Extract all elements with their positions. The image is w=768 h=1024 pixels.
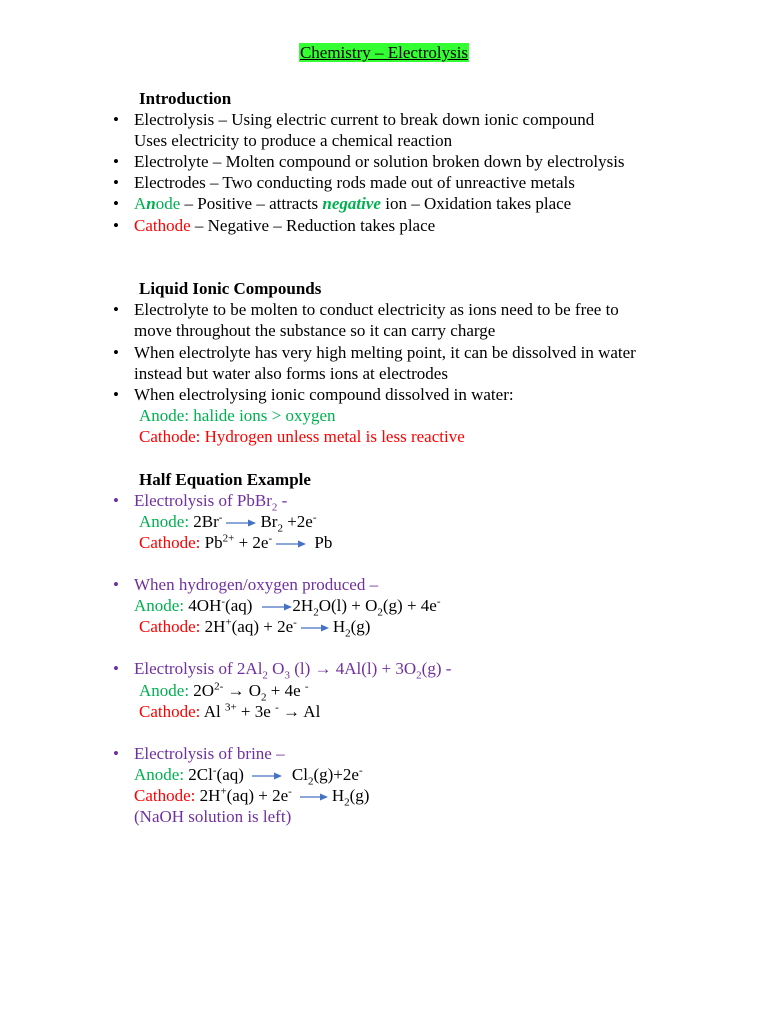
anode-label: Anode: <box>139 512 190 531</box>
ex2-cath-r1: H <box>332 617 346 636</box>
arrow-right-icon <box>226 518 256 528</box>
cathode-rest: – Negative – Reduction takes place <box>190 216 436 235</box>
ex3-ts2: 3 <box>284 669 290 682</box>
ex1-title <box>134 490 288 514</box>
ex2-anode-rs2: 2 <box>377 606 383 619</box>
ex3-anode-rsup: - <box>304 680 309 693</box>
half-heading: Half Equation Example <box>139 470 311 489</box>
anode-rule: Anode: halide ions > oxygen <box>139 406 336 425</box>
ex4-cath-sup2: - <box>288 785 292 798</box>
liquid-bullet-2-line-2: instead but water also forms ions at electrodes <box>134 364 448 383</box>
bullet-icon <box>113 574 119 595</box>
ex2-title: When hydrogen/oxygen produced – <box>134 575 379 594</box>
ex2-cath-r2: (g) <box>350 617 371 636</box>
arrow-right-icon <box>301 623 329 633</box>
intro-bullet-3: Electrodes – Two conducting rods made out of unreactive metals <box>134 173 575 192</box>
ex2-cath-sup1: + <box>225 616 232 629</box>
ex1-anode <box>139 511 317 535</box>
ex1-cathode <box>139 532 332 553</box>
ex3-anode-r2: + 4e <box>266 681 305 700</box>
ex4-cathode <box>134 785 370 809</box>
ex2-cath-l1: 2H <box>200 617 226 636</box>
bullet-icon <box>113 743 119 764</box>
bullet-icon <box>113 215 119 236</box>
ex4-cath-sup1: + <box>220 785 227 798</box>
ex3-cath-l2: + 3e <box>236 702 276 721</box>
ex1-anode-r1: Br <box>260 512 278 531</box>
ex2-anode-rsup: - <box>436 595 441 608</box>
ex1-anode-l: 2Br <box>189 512 219 531</box>
ex1-anode-rsup: - <box>312 511 317 524</box>
ex2-anode-r2: O(l) + O <box>318 596 378 615</box>
ex2-cathode <box>139 616 371 640</box>
bullet-icon <box>113 658 119 679</box>
ex1-cath-sup2: - <box>268 532 273 545</box>
ex3-anode-l: 2O <box>189 681 215 700</box>
bullet-icon <box>113 384 119 405</box>
bullet-icon <box>113 109 119 130</box>
bullet-icon <box>113 342 119 363</box>
ex1-cath-sup1: 2+ <box>222 532 235 545</box>
ex1-anode-r2: +2e <box>282 512 313 531</box>
ex1-cath-l1: Pb <box>200 533 223 552</box>
anode-ode: ode <box>155 194 181 213</box>
ex3-t1: Electrolysis of 2Al <box>134 659 263 678</box>
ex4-title: Electrolysis of brine – <box>134 744 285 763</box>
ex3-ts1: 2 <box>262 669 268 682</box>
ex4-anode-l2: (aq) <box>216 765 244 784</box>
negative-word: negative <box>322 194 381 213</box>
liquid-bullet-3: When electrolysing ionic compound dissolved in water: <box>134 385 514 404</box>
ex4-anode-sup: - <box>212 764 217 777</box>
cathode-rule: Cathode: Hydrogen unless metal is less reactive <box>139 427 465 446</box>
ex4-anode-r1: Cl <box>291 765 308 784</box>
intro-bullet-4 <box>134 193 571 214</box>
liquid-bullet-2-line-1: When electrolyte has very high melting point, it can be dissolved in water <box>134 343 636 362</box>
anode-label: Anode: <box>134 765 185 784</box>
bullet-icon <box>113 193 119 214</box>
ex2-cath-rsub: 2 <box>345 627 351 640</box>
ex4-cath-l2: (aq) + 2e <box>226 786 289 805</box>
liquid-bullet-1-line-1: Electrolyte to be molten to conduct electricity as ions need to be free to <box>134 300 619 319</box>
ex2-anode-r3: (g) + 4e <box>382 596 437 615</box>
ex3-anode <box>139 680 309 704</box>
ex4-cath-rsub: 2 <box>344 796 350 809</box>
ex3-anode-rsub: 2 <box>261 691 267 704</box>
anode-n: n <box>146 194 156 213</box>
ex3-t2: O <box>267 659 285 678</box>
anode-end: ion – Oxidation takes place <box>380 194 572 213</box>
anode-label: Anode: <box>139 681 190 700</box>
ex4-cath-l1: 2H <box>195 786 221 805</box>
title-row <box>0 42 768 63</box>
cathode-label: Cathode: <box>139 702 201 721</box>
bullet-icon <box>113 299 119 320</box>
intro-bullet-1-line-1: Electrolysis – Using electric current to break down ionic compound <box>134 110 595 129</box>
anode-a: A <box>134 194 147 213</box>
arrow-right-icon <box>300 792 328 802</box>
ex1-anode-rsub: 2 <box>277 522 283 535</box>
ex1-cath-l2: + 2e <box>234 533 269 552</box>
ex2-anode-l2: (aq) <box>225 596 253 615</box>
arrow-right-icon <box>276 539 306 549</box>
ex2-cath-sup2: - <box>293 616 297 629</box>
ex4-cath-r1: H <box>331 786 345 805</box>
ex4-anode <box>134 764 363 788</box>
ex3-cath-l: Al <box>200 702 225 721</box>
arrow-right-icon <box>262 602 292 612</box>
cathode-label: Cathode: <box>134 786 196 805</box>
ex4-anode-r2: (g)+2e <box>313 765 359 784</box>
ex3-cath-sup: 3+ <box>224 701 237 714</box>
ex3-anode-sup: 2- <box>214 680 224 693</box>
page-title: Chemistry – Electrolysis <box>299 43 469 62</box>
cathode-label: Cathode: <box>139 533 201 552</box>
ex3-cath-sup2: - <box>275 701 279 714</box>
arrow-right-icon <box>252 771 282 781</box>
ex4-cath-r2: (g) <box>349 786 370 805</box>
cathode-label: Cathode: <box>139 617 201 636</box>
ex1-anode-sup: - <box>218 511 223 524</box>
ex4-anode-rsub: 2 <box>307 775 314 788</box>
bullet-icon <box>113 151 119 172</box>
liquid-heading: Liquid Ionic Compounds <box>139 279 322 298</box>
ex2-anode-sup: - <box>221 595 226 608</box>
ex3-cathode <box>139 701 320 722</box>
ex2-anode-l: 4OH <box>184 596 222 615</box>
ex3-t3: (l) → 4Al(l) + 3O <box>289 659 417 678</box>
intro-bullet-2: Electrolyte – Molten compound or solution broken down by electrolysis <box>134 152 625 171</box>
intro-bullet-1-line-2: Uses electricity to produce a chemical reaction <box>134 131 453 150</box>
intro-bullet-5 <box>134 215 435 236</box>
ex1-title-b: - <box>277 491 288 510</box>
ex4-anode-l: 2Cl <box>184 765 213 784</box>
liquid-bullet-1-line-2: move throughout the substance so it can carry charge <box>134 321 496 340</box>
intro-heading: Introduction <box>139 89 232 108</box>
ex2-cath-l2: (aq) + 2e <box>231 617 294 636</box>
ex3-title <box>134 658 452 682</box>
ex1-title-a: Electrolysis of PbBr <box>134 491 272 510</box>
ex3-ts3: 2 <box>416 669 422 682</box>
bullet-icon <box>113 490 119 511</box>
anode-label: Anode: <box>134 596 185 615</box>
ex4-anode-rsup: - <box>358 764 363 777</box>
ex2-anode <box>134 595 441 619</box>
ex3-cath-r: → Al <box>278 702 321 721</box>
ex1-cath-r: Pb <box>310 533 333 552</box>
ex2-anode-rs1: 2 <box>313 606 319 619</box>
ex3-anode-r1: → O <box>223 681 262 700</box>
anode-mid: – Positive – attracts <box>180 194 323 213</box>
cathode-word: Cathode <box>134 216 191 235</box>
ex1-title-sub: 2 <box>271 501 278 514</box>
bullet-icon <box>113 172 119 193</box>
ex3-t4: (g) - <box>421 659 452 678</box>
ex4-note: (NaOH solution is left) <box>134 807 292 826</box>
ex2-anode-r1: 2H <box>292 596 314 615</box>
